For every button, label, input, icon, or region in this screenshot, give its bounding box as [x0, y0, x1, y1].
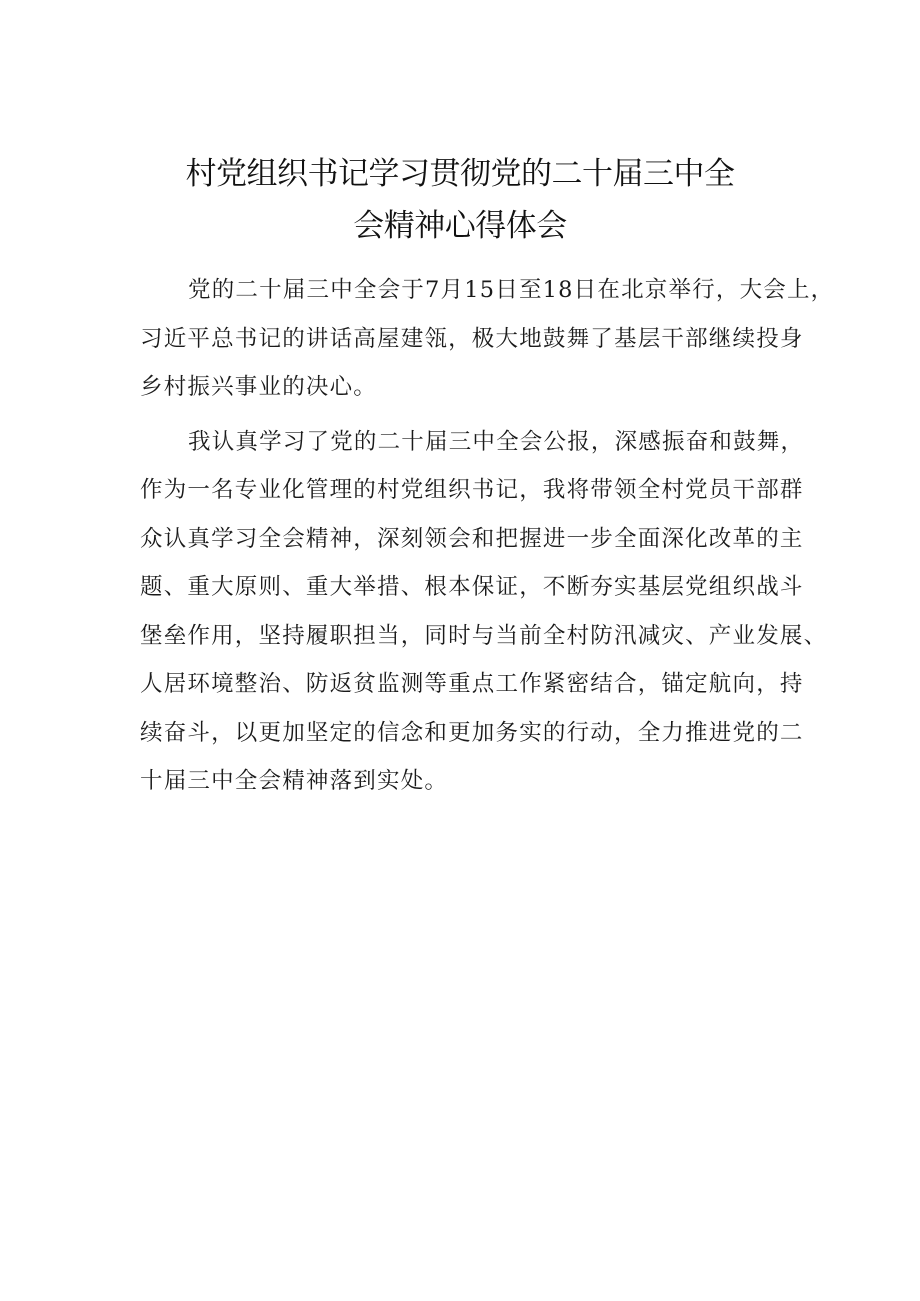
paragraph-line: 作为一名专业化管理的村党组织书记，我将带领全村党员干部群 — [140, 477, 804, 503]
paragraph-line: 题、重大原则、重大举措、根本保证，不断夯实基层党组织战斗 — [140, 574, 804, 600]
paragraph-line: 续奋斗，以更加坚定的信念和更加务实的行动，全力推进党的二 — [140, 719, 804, 746]
paragraph-line: 习近平总书记的讲话高屋建瓴，极大地鼓舞了基层干部继续投身 — [140, 325, 804, 352]
paragraph-1 — [140, 266, 835, 412]
title-line-1: 村党组织书记学习贯彻党的二十届三中全 — [185, 156, 735, 192]
paragraph-line: 乡村振兴事业的决心。 — [140, 374, 378, 400]
document-title — [120, 148, 800, 252]
title-line-2: 会精神心得体会 — [353, 208, 567, 244]
paragraph-line: 堡垒作用，坚持履职担当，同时与当前全村防汛减灾、产业发展、 — [140, 622, 828, 649]
document-body — [140, 266, 835, 812]
paragraph-line: 众认真学习全会精神，深刻领会和把握进一步全面深化改革的主 — [140, 525, 804, 552]
paragraph-line: 人居环境整治、防返贫监测等重点工作紧密结合，锚定航向，持 — [140, 671, 804, 697]
paragraph-line: 我认真学习了党的二十届三中全会公报，深感振奋和鼓舞， — [188, 428, 805, 455]
paragraph-line: 党的二十届三中全会于7月15日至18日在北京举行，大会上， — [188, 277, 835, 303]
paragraph-2 — [140, 418, 828, 806]
paragraph-line: 十届三中全会精神落到实处。 — [140, 768, 449, 794]
